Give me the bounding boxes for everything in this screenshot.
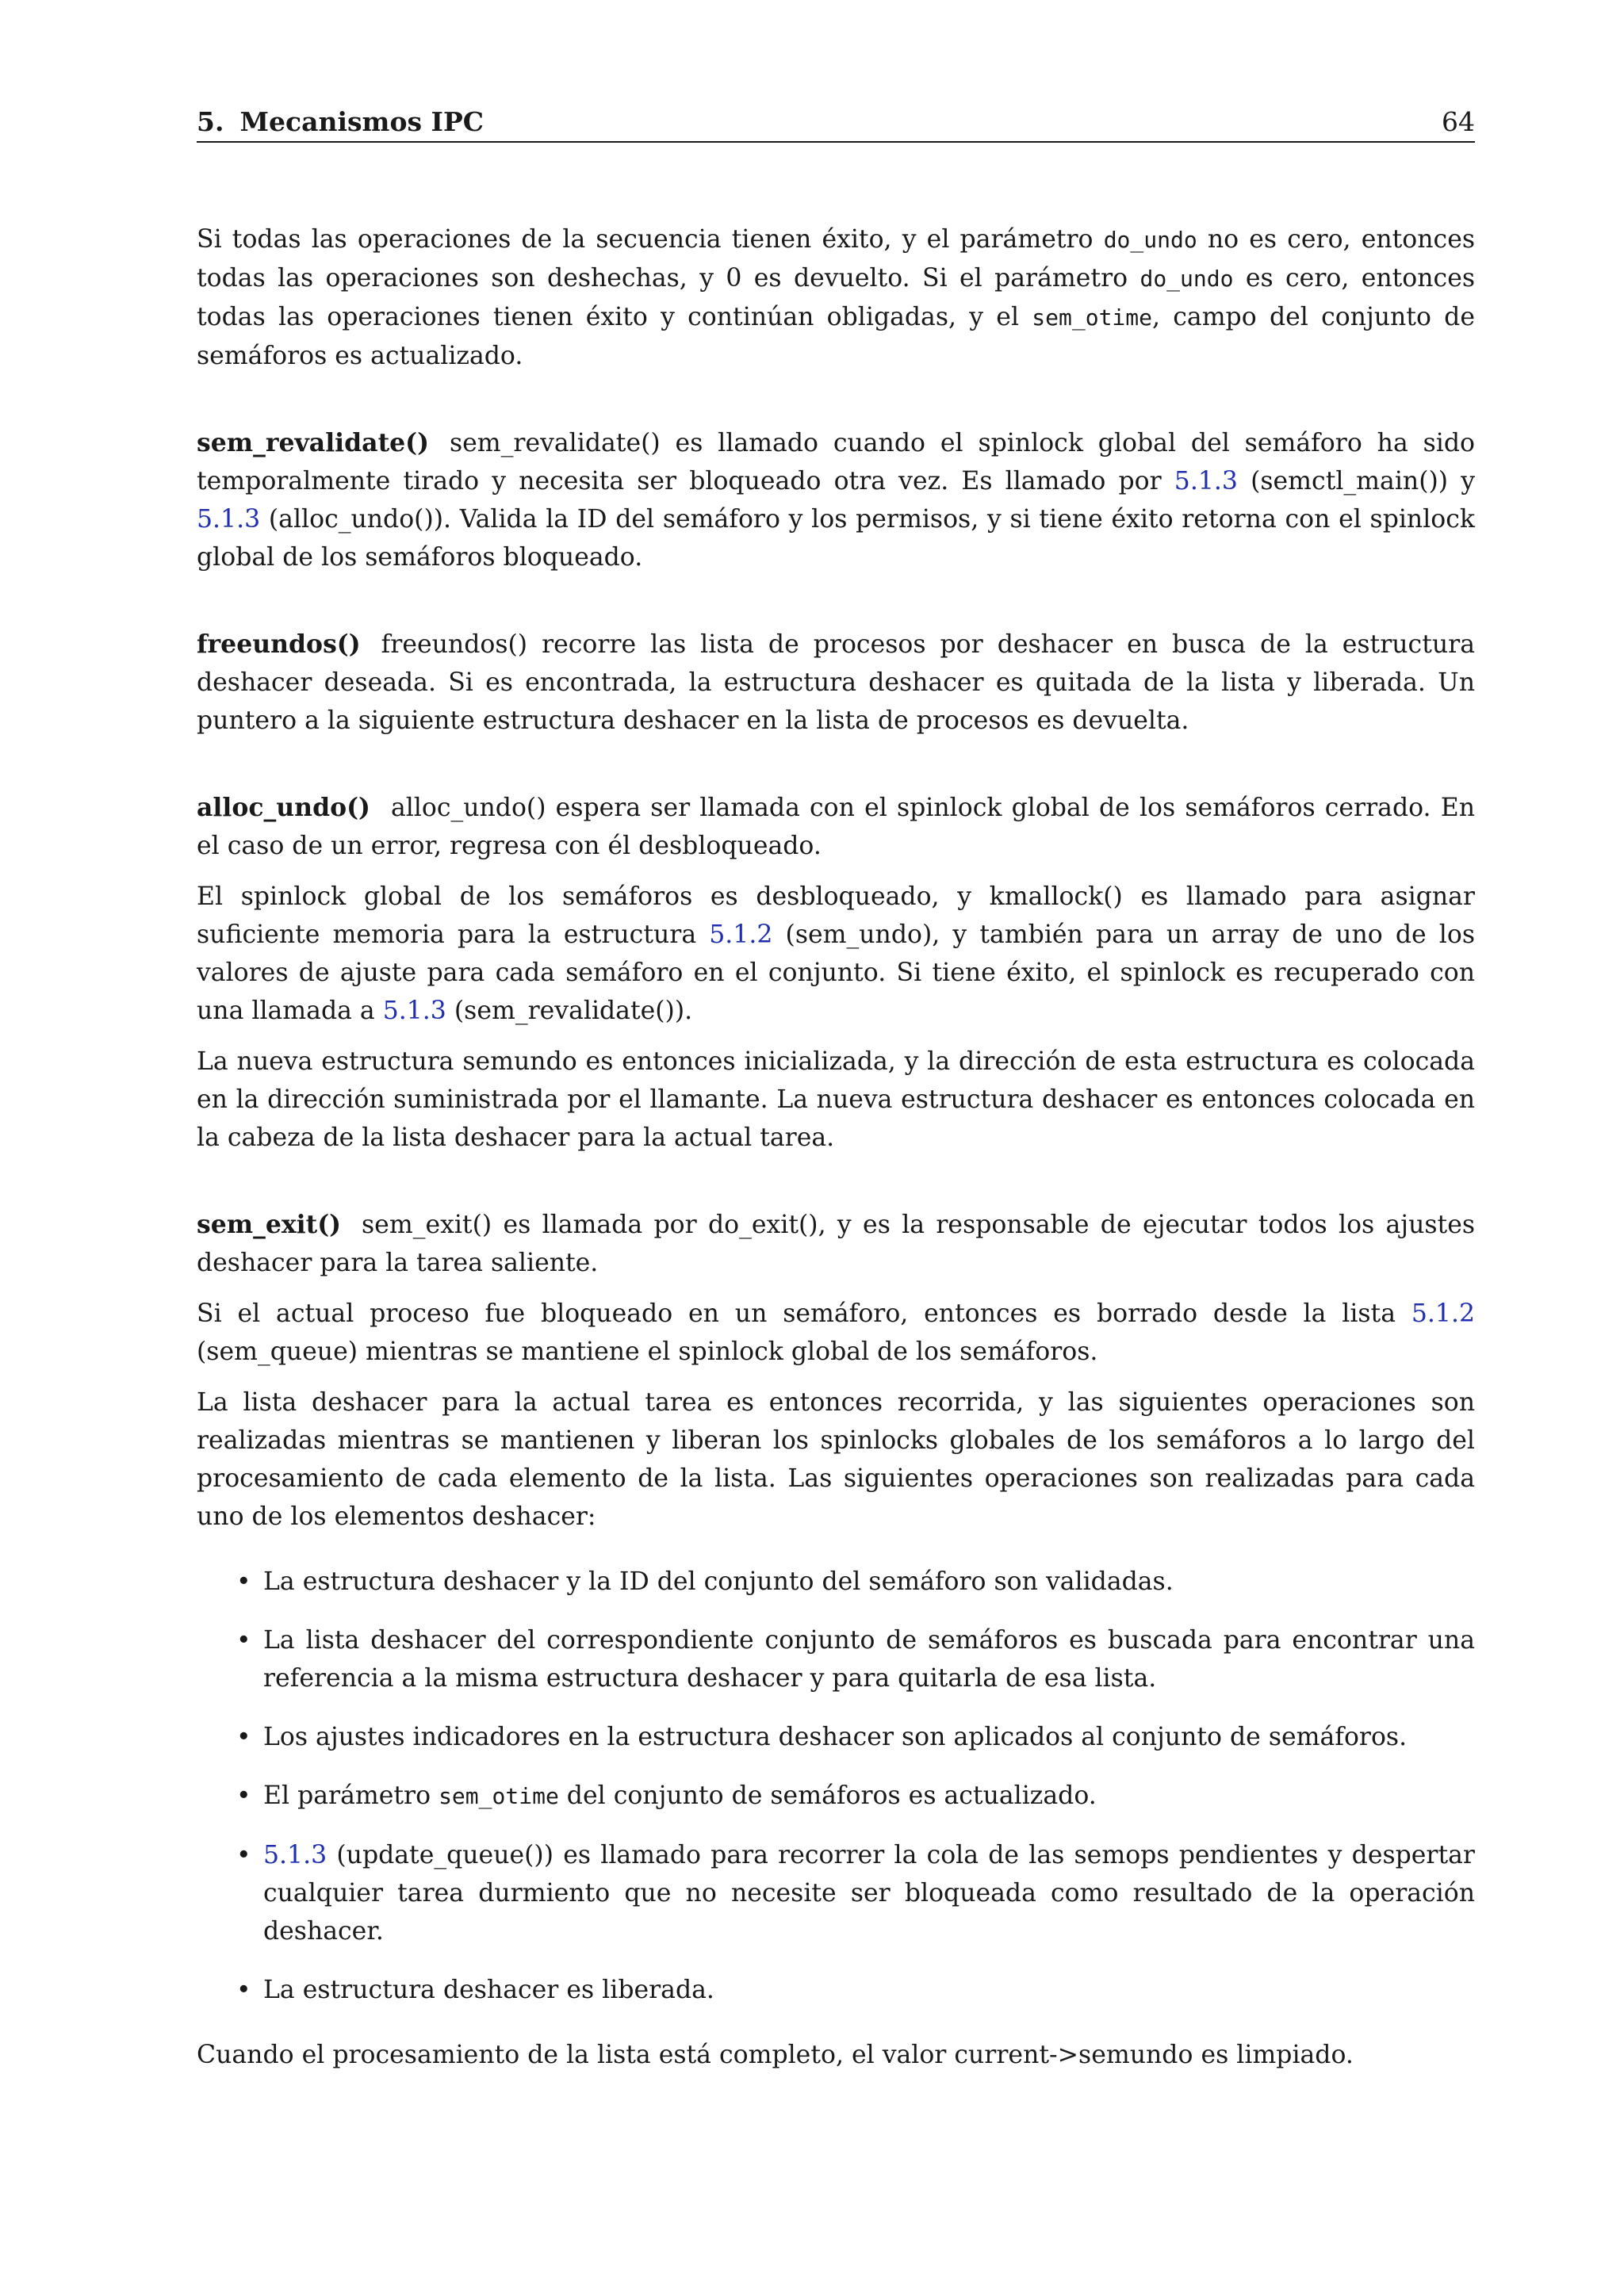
closing-paragraph: Cuando el procesamiento de la lista está completo, el valor current->semundo es limpiado. xyxy=(197,2041,1354,2069)
alloc-undo-paragraph-3: La nueva estructura semundo es entonces inicializada, y la dirección de esta estructura es colocada en la dirección suministrada por el llamante. La nueva estructura deshacer es entonces colocada en la cabeza de la lista deshacer para la actual tarea. xyxy=(197,1047,1475,1152)
text: del conjunto de semáforos es actualizado. xyxy=(558,1781,1097,1810)
chapter-title: Mecanismos IPC xyxy=(239,106,485,137)
text: freeundos() recorre las lista de procesos por deshacer en busca de la estructura deshacer deseada. Si es encontrada, la estructura deshacer es quitada de la lista y liberada. Un puntero a la siguiente estructura deshacer en la lista de procesos es devuelta. xyxy=(197,630,1475,735)
list-item xyxy=(197,1718,1475,1756)
sem-revalidate-paragraph xyxy=(197,424,1475,576)
chapter-heading xyxy=(197,106,484,137)
sem-exit-paragraph-2 xyxy=(197,1295,1475,1371)
bullet-marker: • xyxy=(236,1976,251,2004)
code-sem-otime: sem_otime xyxy=(1032,304,1152,331)
text: (update_queue()) es llamado para recorrer la cola de las semops pendientes y despertar cualquier tarea durmiento que no necesite ser bloqueada como resultado de la operación deshacer. xyxy=(263,1841,1475,1946)
running-header xyxy=(197,105,1475,143)
ref-link[interactable]: 5.1.3 xyxy=(382,997,446,1025)
text: La lista deshacer del correspondiente conjunto de semáforos es buscada para encontrar una referencia a la misma estructura deshacer y para quitarla de esa lista. xyxy=(263,1626,1475,1693)
list-item xyxy=(197,1971,1475,2009)
text: alloc_undo() espera ser llamada con el spinlock global de los semáforos cerrado. En el caso de un error, regresa con él desbloqueado. xyxy=(197,794,1475,860)
list-item xyxy=(197,1563,1475,1601)
text: no es cero, entonces todas las operaciones son deshechas, y 0 es devuelto. Si el parámetro xyxy=(197,225,1475,293)
text: El parámetro xyxy=(263,1781,439,1810)
freeundos-paragraph xyxy=(197,626,1475,740)
code-do-undo: do_undo xyxy=(1103,227,1197,253)
bullet-marker: • xyxy=(236,1723,251,1751)
text: Si todas las operaciones de la secuencia tienen éxito, y el parámetro xyxy=(197,225,1104,254)
intro-paragraph xyxy=(197,220,1475,375)
text: La estructura deshacer y la ID del conjunto del semáforo son validadas. xyxy=(263,1567,1174,1596)
list-item xyxy=(197,1621,1475,1697)
text: , campo del conjunto de semáforos es actualizado. xyxy=(197,303,1475,370)
bullet-marker: • xyxy=(236,1626,251,1655)
list-item xyxy=(197,1836,1475,1950)
text: (sem_undo), y también para un array de uno de los valores de ajuste para cada semáforo en el conjunto. Si tiene éxito, el spinlock es recuperado con una llamada a xyxy=(197,920,1475,1025)
text: (alloc_undo()). Valida la ID del semáforo y los permisos, y si tiene éxito retorna con el spinlock global de los semáforos bloqueado. xyxy=(197,505,1475,572)
page-number: 64 xyxy=(1442,106,1475,137)
text: es cero, entonces todas las operaciones tienen éxito y continúan obligadas, y el xyxy=(197,264,1476,331)
text: (sem_queue) mientras se mantiene el spinlock global de los semáforos. xyxy=(197,1337,1098,1366)
ref-link[interactable]: 5.1.3 xyxy=(263,1841,327,1869)
sem-exit-paragraph xyxy=(197,1206,1475,1282)
ref-link[interactable]: 5.1.2 xyxy=(1411,1299,1475,1328)
ref-link[interactable]: 5.1.3 xyxy=(1174,467,1238,496)
freeundos-heading: freeundos() xyxy=(197,629,361,659)
body-text xyxy=(197,220,1475,2074)
bullet-marker: • xyxy=(236,1567,251,1596)
sem-exit-paragraph-3: La lista deshacer para la actual tarea es entonces recorrida, y las siguientes operaciones son realizadas mientras se mantienen y liberan los spinlocks globales de los semáforos a lo largo del procesamiento de cada elemento de la lista. Las siguientes operaciones son realizadas para cada uno de los elementos deshacer: xyxy=(197,1388,1475,1531)
text: sem_exit() es llamada por do_exit(), y es la responsable de ejecutar todos los ajustes deshacer para la tarea saliente. xyxy=(197,1211,1475,1277)
code-do-undo: do_undo xyxy=(1139,266,1234,292)
bullet-marker: • xyxy=(236,1841,251,1869)
text: sem_revalidate() es llamado cuando el spinlock global del semáforo ha sido temporalmente tirado y necesita ser bloqueado otra vez. Es llamado por xyxy=(197,429,1475,496)
ref-link[interactable]: 5.1.2 xyxy=(709,920,773,949)
ref-link[interactable]: 5.1.3 xyxy=(197,505,261,534)
undo-operations-list xyxy=(197,1563,1475,2009)
bullet-marker: • xyxy=(236,1781,251,1810)
text: (sem_revalidate()). xyxy=(446,997,693,1025)
sem-exit-heading: sem_exit() xyxy=(197,1210,342,1239)
text: Los ajustes indicadores en la estructura deshacer son aplicados al conjunto de semáforos. xyxy=(263,1723,1408,1751)
text: Si el actual proceso fue bloqueado en un semáforo, entonces es borrado desde la lista xyxy=(197,1299,1411,1328)
text: La estructura deshacer es liberada. xyxy=(263,1976,714,2004)
alloc-undo-paragraph xyxy=(197,789,1475,865)
sem-revalidate-heading: sem_revalidate() xyxy=(197,428,429,457)
chapter-number: 5. xyxy=(197,106,224,137)
code-sem-otime: sem_otime xyxy=(439,1783,559,1809)
list-item xyxy=(197,1777,1475,1816)
alloc-undo-heading: alloc_undo() xyxy=(197,793,370,822)
alloc-undo-paragraph-2 xyxy=(197,878,1475,1030)
text: El spinlock global de los semáforos es desbloqueado, y kmallock() es llamado para asignar suficiente memoria para la estructura xyxy=(197,882,1475,949)
text: (semctl_main()) y xyxy=(1237,467,1475,496)
